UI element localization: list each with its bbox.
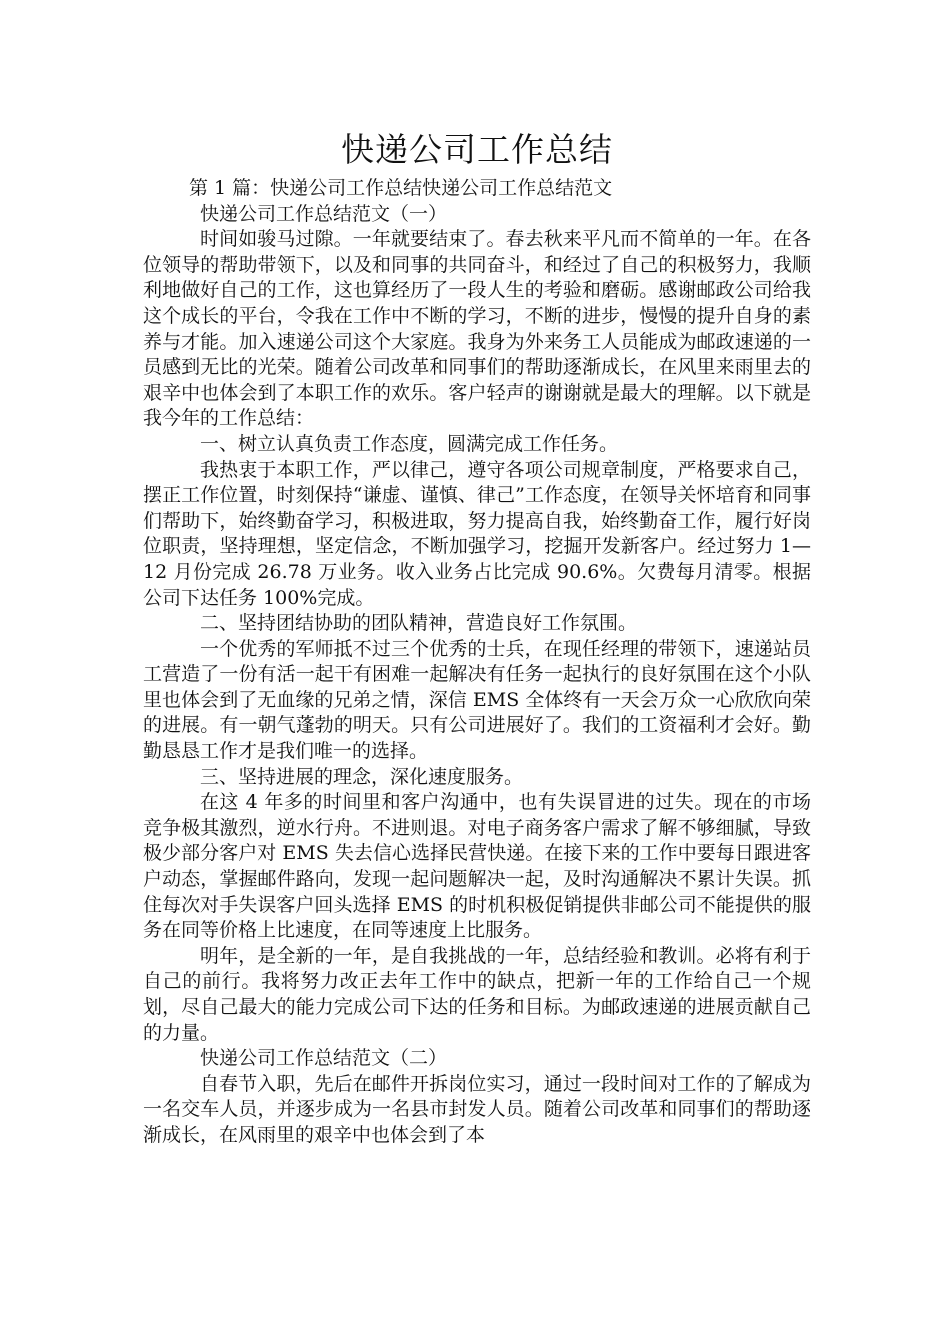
point-heading-3: 三、坚持进展的理念，深化速度服务。 bbox=[200, 765, 524, 788]
paragraph-section2-intro: 自春节入职，先后在邮件开拆岗位实习，通过一段时间对工作的了解成为一名交车人员，并逐步成为一名县市封发人员。随着公司改革和同事们的帮助逐渐成长，在风雨里的艰辛中也体会到了本 bbox=[143, 1072, 811, 1146]
paragraph-development: 在这 4 年多的时间里和客户沟通中，也有失误冒进的过失。现在的市场竞争极其激烈，逆水行舟。不进则退。对电子商务客户需求了解不够细腻，导致极少部分客户对 EMS 失去信心选择民营快递。在接下来的工作中要每日跟进客户动态，掌握邮件路向，发现一起问题解决一起，及时沟通解决不累计失误。抓住每次对手失误客户回头选择 EMS 的时机积极促销提供非邮公司不能提供的服务在同等价格上比速度，在同等速度上比服务。 bbox=[143, 791, 811, 942]
document-subtitle: 第 1 篇：快递公司工作总结快递公司工作总结范文 bbox=[189, 177, 613, 199]
document-page bbox=[143, 128, 811, 1149]
point-heading-1: 一、树立认真负责工作态度，圆满完成工作任务。 bbox=[200, 432, 619, 455]
section-heading-1: 快递公司工作总结范文（一） bbox=[200, 202, 448, 225]
paragraph-teamwork: 一个优秀的军师抵不过三个优秀的士兵，在现任经理的带领下，速递站员工营造了一份有活一起干有困难一起解决有任务一起执行的良好氛围在这个小队里也体会到了无血缘的兄弟之情，深信 EMS 全体终有一天会万众一心欣欣向荣的进展。有一朝气蓬勃的明天。只有公司进展好了。我们的工资福利才会好。勤勤恳恳工作才是我们唯一的选择。 bbox=[143, 637, 811, 763]
paragraph-next-year: 明年，是全新的一年，是自我挑战的一年，总结经验和教训。必将有利于自己的前行。我将努力改正去年工作中的缺点，把新一年的工作给自己一个规划，尽自己最大的能力完成公司下达的任务和目标。为邮政速递的进展贡献自己的力量。 bbox=[143, 944, 811, 1044]
paragraph-intro: 时间如骏马过隙。一年就要结束了。春去秋来平凡而不简单的一年。在各位领导的帮助带领下，以及和同事的共同奋斗，和经过了自己的积极努力，我顺利地做好自己的工作，这也算经历了一段人生的考验和磨砺。感谢邮政公司给我这个成长的平台，令我在工作中不断的学习，不断的进步，慢慢的提升自身的素养与才能。加入速递公司这个大家庭。我身为外来务工人员能成为邮政速递的一员感到无比的光荣。随着公司改革和同事们的帮助逐渐成长，在风里来雨里去的艰辛中也体会到了本职工作的欢乐。客户轻声的谢谢就是最大的理解。以下就是我今年的工作总结： bbox=[143, 228, 811, 430]
paragraph-attitude: 我热衷于本职工作，严以律己，遵守各项公司规章制度，严格要求自己，摆正工作位置，时刻保持“谦虚、谨慎、律己”工作态度，在领导关怀培育和同事们帮助下，始终勤奋学习，积极进取，努力提高自我，始终勤奋工作，履行好岗位职责，坚持理想，坚定信念，不断加强学习，挖掘开发新客户。经过努力 1—12 月份完成 26.78 万业务。收入业务占比完成 90.6%。欠费每月清零。根据公司下达任务 100%完成。 bbox=[143, 458, 811, 609]
point-heading-2: 二、坚持团结协助的团队精神，营造良好工作氛围。 bbox=[200, 612, 638, 635]
document-title: 快递公司工作总结 bbox=[341, 130, 613, 169]
section-heading-2: 快递公司工作总结范文（二） bbox=[200, 1047, 448, 1070]
